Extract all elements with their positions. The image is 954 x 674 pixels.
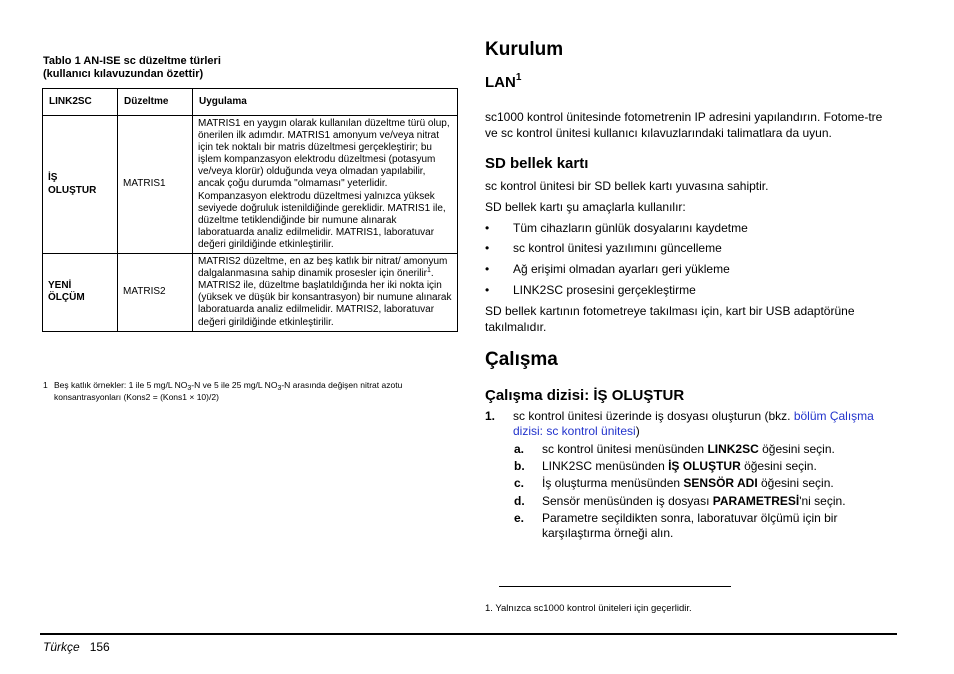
row-name-line2: OLUŞTUR [48,184,97,196]
table-caption [43,55,343,81]
sd-text-1: sc kontrol ünitesi bir SD bellek kartı yuvasına sahiptir. [485,179,769,193]
footnote-divider [499,586,731,587]
substep-label: d. [514,494,525,508]
substep-label: e. [514,511,525,525]
bullet-icon: • [485,221,490,235]
page-number: 156 [89,640,110,654]
row-application: MATRIS1 en yaygın olarak kullanılan düzeltme türü olup, önerilen ilk adımdır. MATRIS1 amonyum ve/veya nitrat için tek noktalı bir matris düzeltmesi gerçekleştirir; bu işlem kompanzasyon elektrodu düzeltmesi (potasyum ve/veya klorür) olduğunda veya olmadan yapılabilir, ancak çoğu durumda "olmaması" yeterlidir. Kompanzasyon elektrodu düzeltmesi yalnızca yüksek seviyede doğruluk istenildiğinde gereklidir. MATRIS1 ile, düzeltme tetiklendiğinde bir numune alınarak laboratuarda analiz edilmelidir. MATRIS1, laboratuvar değeri girildiğinde etkinleştirilir. [193,116,458,254]
substep-text: sc kontrol ünitesi menüsünden LINK2SC öğesini seçin. [542,442,835,456]
sd-text-2: SD bellek kartı şu amaçlarla kullanılır: [485,200,686,214]
substep-label: a. [514,442,525,456]
bullet-icon: • [485,283,490,297]
table-caption-line1: Tablo 1 AN-ISE sc düzeltme türleri [43,55,221,67]
page-footer [43,640,110,654]
header-link2sc: LINK2SC [43,89,118,116]
row-correction: MATRIS1 [118,116,193,254]
table-footnote-text: Beş katlık örnekler: 1 ile 5 mg/L $NO_3-N$ ve 5 ile 25 mg/L $NO_3-N$ arasında değişen nitrat azotu konsantrasyonları (Kons2 = (Kons1 × 10)/2) [54,380,403,402]
bullet-icon: • [485,241,490,255]
substep [514,459,904,475]
table-row [43,254,458,332]
section-link[interactable]: bölüm Çalışma dizisi: sc kontrol ünitesi [513,409,874,438]
substep-text: LINK2SC menüsünden İŞ OLUŞTUR öğesini seçin. [542,459,817,473]
table-caption-line2: (kullanıcı kılavuzundan özettir) [43,68,204,80]
heading-kurulum: Kurulum [485,39,564,60]
header-application: Uygulama [193,89,458,116]
row-name-line1: YENİ [48,280,72,292]
footer-divider [40,633,897,635]
row-link2sc-cell [43,116,118,254]
step-text: sc kontrol ünitesi üzerinde iş dosyası oluşturun (bkz. bölüm Çalışma dizisi: sc kontrol ünitesi) [513,409,874,438]
substep-text: İş oluşturma menüsünden SENSÖR ADI öğesini seçin. [542,476,834,490]
substep-label: b. [514,459,525,473]
correction-types-table [42,88,458,332]
heading-calisma: Çalışma [485,349,558,370]
footnote-ref: 1 [427,267,431,275]
row-link2sc-cell [43,254,118,332]
row-name-line1: İŞ [48,172,58,184]
step-1 [485,409,905,441]
page-footnote: 1. Yalnızca sc1000 kontrol üniteleri için geçerlidir. [485,603,692,614]
row-application-part1: MATRIS2 düzeltme, en az beş katlık bir nitrat/ amonyum dalgalanmasına sahip dinamik prosesler için önerilir [198,256,448,280]
footnote-ref: 1 [515,72,522,83]
row-application-part2: . MATRIS2 ile, düzeltme başlatıldığında her iki nokta için (yüksek ve düşük bir konsantrasyon) bir numune alınarak laboratuarda analiz edilmelidir. MATRIS2, laboratuvar değeri girildiğinde etkinleştirilir. [198,268,452,328]
footer-language: Türkçe [43,640,80,654]
heading-sd-card: SD bellek kartı [485,155,589,172]
substep-text: Sensör menüsünden iş dosyası PARAMETRESİ'ni seçin. [542,494,846,508]
lan-text: sc1000 kontrol ünitesinde fotometrenin IP adresini yapılandırın. Fotome-tre ve sc kontrol ünitesi kullanıcı kılavuzlarındaki talimatlara da uyun. [485,110,883,140]
row-application [193,254,458,332]
substep-label: c. [514,476,525,490]
substep [514,511,904,543]
substep-text: Parametre seçildikten sonra, laboratuvar ölçümü için bir karşılaştırma örneği alın. [542,511,838,540]
heading-calisma-dizisi: Çalışma dizisi: İŞ OLUŞTUR [485,387,685,404]
bullet-icon: • [485,262,490,276]
heading-lan: LAN$^1$ [485,72,522,91]
substep [514,494,904,510]
substep [514,442,904,458]
table-row [43,116,458,254]
step-number: 1. [485,409,496,423]
row-name-line2: ÖLÇÜM [48,292,85,304]
table-footnote [43,380,458,403]
sd-text-3: SD bellek kartının fotometreye takılması için, kart bir USB adaptörüne takılmalıdır. [485,304,855,334]
row-correction: MATRIS2 [118,254,193,332]
table-header-row [43,89,458,116]
substep [514,476,904,492]
header-correction: Düzeltme [118,89,193,116]
table-footnote-number: 1 [43,380,48,390]
